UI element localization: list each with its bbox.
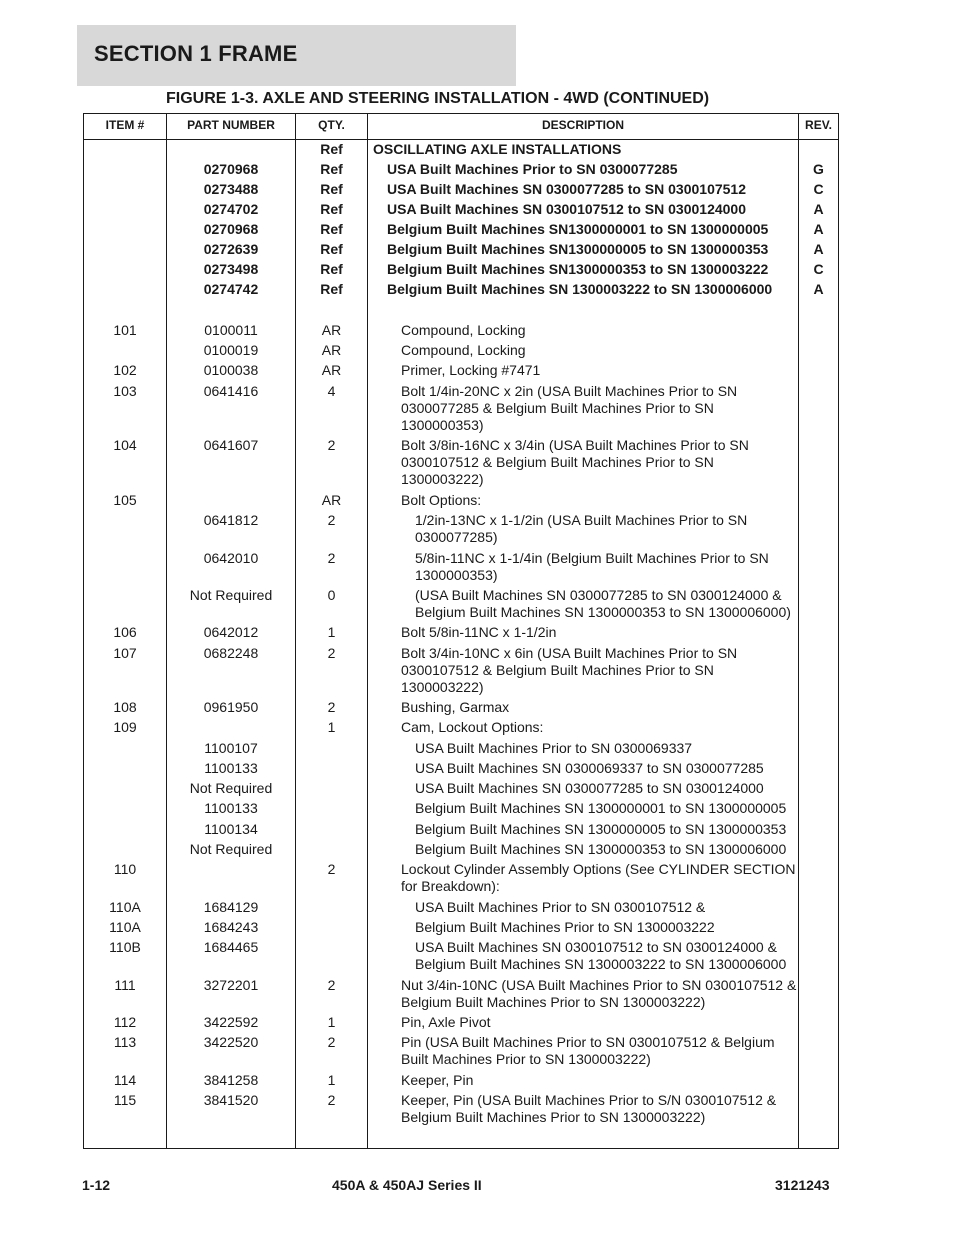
quantity: 1 xyxy=(327,1072,336,1088)
description: USA Built Machines SN 0300069337 to SN 0300077285 xyxy=(415,760,764,776)
revision: A xyxy=(813,241,824,257)
quantity: 2 xyxy=(327,977,336,993)
description: Pin (USA Built Machines Prior to SN 0300107512 & Belgium Built Machines Prior to SN 1300003222) xyxy=(401,1034,775,1067)
quantity: 2 xyxy=(327,512,336,528)
item-number: 108 xyxy=(113,699,137,715)
description: Belgium Built Machines SN 1300000005 to SN 1300000353 xyxy=(415,821,787,837)
description: Nut 3/4in-10NC (USA Built Machines Prior to SN 0300107512 & Belgium Built Machines Prior to SN 1300003222) xyxy=(401,977,797,1010)
part-number: 0641416 xyxy=(203,383,259,399)
revision: A xyxy=(813,221,824,237)
part-number: 0273498 xyxy=(203,261,259,277)
item-number: 110A xyxy=(109,919,141,935)
description: Belgium Built Machines SN1300000353 to SN 1300003222 xyxy=(387,261,769,277)
part-number: 3841520 xyxy=(203,1092,259,1108)
part-number: 0270968 xyxy=(203,221,259,237)
part-number: Not Required xyxy=(189,841,273,857)
description: Bolt 5/8in-11NC x 1-1/2in xyxy=(401,624,557,640)
item-number: 109 xyxy=(113,719,137,735)
quantity: 4 xyxy=(327,383,336,399)
quantity: Ref xyxy=(320,161,343,177)
description: Bolt Options: xyxy=(401,492,482,508)
part-number: 0273488 xyxy=(203,181,259,197)
quantity: 2 xyxy=(327,1034,336,1050)
description: Bolt 3/8in-16NC x 3/4in (USA Built Machines Prior to SN 0300107512 & Belgium Built Machines Prior to SN 1300003222) xyxy=(401,437,749,487)
description: Belgium Built Machines Prior to SN 1300003222 xyxy=(415,919,715,935)
description: Bolt 3/4in-10NC x 6in (USA Built Machines Prior to SN 0300107512 & Belgium Built Machines Prior to SN 1300003222) xyxy=(401,645,738,695)
item-number: 110 xyxy=(113,861,137,877)
part-number: 0100019 xyxy=(203,342,259,358)
part-number: 0272639 xyxy=(203,241,259,257)
description: Cam, Lockout Options: xyxy=(401,719,544,735)
description: (USA Built Machines SN 0300077285 to SN 0300124000 & Belgium Built Machines SN 1300000353 to SN 1300006000) xyxy=(415,587,791,620)
part-number: 1684243 xyxy=(203,919,259,935)
description: USA Built Machines Prior to SN 0300077285 xyxy=(387,161,678,177)
quantity: 1 xyxy=(327,719,336,735)
item-number: 107 xyxy=(113,645,137,661)
quantity: Ref xyxy=(320,141,343,157)
part-number: Not Required xyxy=(189,780,273,796)
description: Bolt 1/4in-20NC x 2in (USA Built Machines Prior to SN 0300077285 & Belgium Built Machines Prior to SN 1300000353) xyxy=(401,383,738,433)
item-number: 114 xyxy=(113,1072,137,1088)
description: Belgium Built Machines SN 1300000353 to SN 1300006000 xyxy=(415,841,787,857)
quantity: 0 xyxy=(327,587,336,603)
description: USA Built Machines SN 0300107512 to SN 0300124000 & Belgium Built Machines SN 1300003222 to SN 1300006000 xyxy=(415,939,787,972)
item-number: 111 xyxy=(114,977,136,993)
part-number: 0641812 xyxy=(203,512,259,528)
item-number: 104 xyxy=(113,437,137,453)
description: 1/2in-13NC x 1-1/2in (USA Built Machines Prior to SN 0300077285) xyxy=(415,512,748,545)
page-number: 1-12 xyxy=(82,1177,111,1193)
part-number: 1684129 xyxy=(203,899,259,915)
part-number: 0641607 xyxy=(203,437,259,453)
column-divider xyxy=(367,114,368,1148)
part-number: 0642012 xyxy=(203,624,259,640)
quantity: AR xyxy=(321,362,342,378)
description: Lockout Cylinder Assembly Options (See CYLINDER SECTION for Breakdown): xyxy=(401,861,796,894)
description: Belgium Built Machines SN1300000005 to SN 1300000353 xyxy=(387,241,769,257)
model-name: 450A & 450AJ Series II xyxy=(332,1177,482,1193)
part-number: 1684465 xyxy=(203,939,259,955)
quantity: 2 xyxy=(327,645,336,661)
revision: A xyxy=(813,201,824,217)
description: Compound, Locking xyxy=(401,322,526,338)
description: OSCILLATING AXLE INSTALLATIONS xyxy=(373,141,622,157)
revision: C xyxy=(813,181,824,197)
revision: C xyxy=(813,261,824,277)
item-number: 101 xyxy=(113,322,137,338)
item-number: 102 xyxy=(113,362,137,378)
quantity: AR xyxy=(321,492,342,508)
quantity: AR xyxy=(321,342,342,358)
part-number: 3841258 xyxy=(203,1072,259,1088)
quantity: Ref xyxy=(320,241,343,257)
quantity: Ref xyxy=(320,261,343,277)
quantity: AR xyxy=(321,322,342,338)
description: Keeper, Pin (USA Built Machines Prior to S/N 0300107512 & Belgium Built Machines Prior to SN 1300003222) xyxy=(401,1092,777,1125)
quantity: 1 xyxy=(327,624,336,640)
description: Keeper, Pin xyxy=(401,1072,474,1088)
section-title: SECTION 1 FRAME xyxy=(94,41,298,66)
description: Pin, Axle Pivot xyxy=(401,1014,491,1030)
revision: G xyxy=(813,161,824,177)
part-number: Not Required xyxy=(189,587,273,603)
description: USA Built Machines SN 0300077285 to SN 0300107512 xyxy=(387,181,747,197)
header-part-number: PART NUMBER xyxy=(187,118,275,132)
part-number: 0274702 xyxy=(203,201,259,217)
part-number: 1100133 xyxy=(204,760,258,776)
quantity: 2 xyxy=(327,861,336,877)
quantity: Ref xyxy=(320,181,343,197)
quantity: 2 xyxy=(327,437,336,453)
part-number: 1100107 xyxy=(204,740,258,756)
part-number: 1100134 xyxy=(204,821,258,837)
item-number: 112 xyxy=(113,1014,137,1030)
document-number: 3121243 xyxy=(775,1177,830,1193)
part-number: 3272201 xyxy=(203,977,259,993)
header-qty: QTY. xyxy=(318,118,345,132)
description: USA Built Machines SN 0300077285 to SN 0300124000 xyxy=(415,780,764,796)
part-number: 0961950 xyxy=(203,699,259,715)
description: USA Built Machines SN 0300107512 to SN 0300124000 xyxy=(387,201,747,217)
part-number: 0100011 xyxy=(204,322,258,338)
header-description: DESCRIPTION xyxy=(541,118,624,132)
quantity: 2 xyxy=(327,1092,336,1108)
item-number: 105 xyxy=(113,492,137,508)
header-divider xyxy=(84,139,838,140)
description: Bushing, Garmax xyxy=(401,699,510,715)
part-number: 0682248 xyxy=(203,645,259,661)
item-number: 113 xyxy=(113,1034,137,1050)
quantity: Ref xyxy=(320,281,343,297)
description: 5/8in-11NC x 1-1/4in (Belgium Built Machines Prior to SN 1300000353) xyxy=(415,550,769,583)
header-item: ITEM # xyxy=(105,118,145,132)
part-number: 0642010 xyxy=(203,550,259,566)
description: USA Built Machines Prior to SN 0300107512 & xyxy=(415,899,706,915)
description: USA Built Machines Prior to SN 0300069337 xyxy=(415,740,693,756)
part-number: 3422592 xyxy=(203,1014,259,1030)
description: Belgium Built Machines SN 1300000001 to SN 1300000005 xyxy=(415,800,787,816)
part-number: 3422520 xyxy=(203,1034,259,1050)
quantity: 2 xyxy=(327,699,336,715)
quantity: 1 xyxy=(327,1014,336,1030)
item-number: 106 xyxy=(113,624,137,640)
description: Compound, Locking xyxy=(401,342,526,358)
part-number: 1100133 xyxy=(204,800,258,816)
revision: A xyxy=(813,281,824,297)
part-number: 0270968 xyxy=(203,161,259,177)
parts-table xyxy=(83,113,839,1149)
item-number: 110B xyxy=(109,939,141,955)
quantity: 2 xyxy=(327,550,336,566)
quantity: Ref xyxy=(320,201,343,217)
item-number: 103 xyxy=(113,383,137,399)
part-number: 0274742 xyxy=(203,281,259,297)
header-rev: REV. xyxy=(805,118,832,132)
description: Belgium Built Machines SN1300000001 to SN 1300000005 xyxy=(387,221,769,237)
item-number: 115 xyxy=(113,1092,137,1108)
item-number: 110A xyxy=(109,899,141,915)
description: Primer, Locking #7471 xyxy=(401,362,541,378)
description: Belgium Built Machines SN 1300003222 to SN 1300006000 xyxy=(387,281,773,297)
quantity: Ref xyxy=(320,221,343,237)
part-number: 0100038 xyxy=(203,362,259,378)
figure-title: FIGURE 1-3. AXLE AND STEERING INSTALLATION - 4WD (CONTINUED) xyxy=(166,90,710,107)
